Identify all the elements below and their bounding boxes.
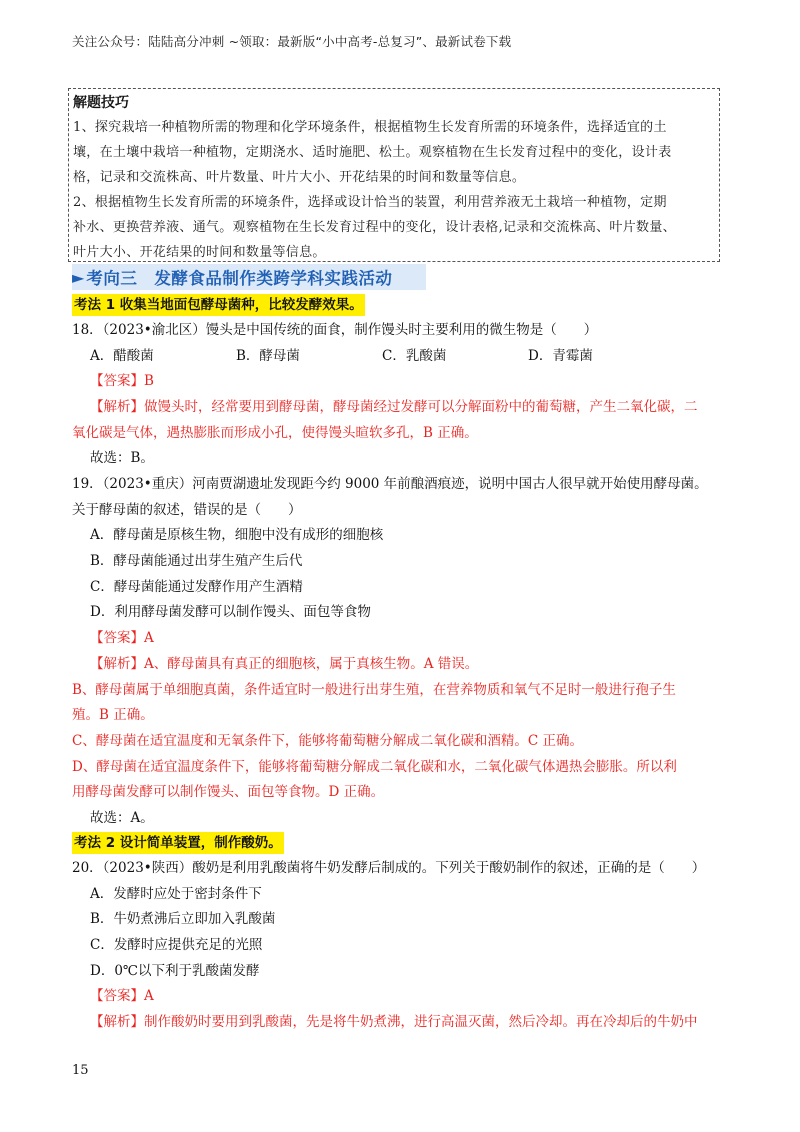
section-title: 考向三 发酵食品制作类跨学科实践活动	[86, 269, 393, 288]
option-c: C．酵母菌能通过发酵作用产生酒精	[90, 578, 303, 595]
option-d: D．青霉菌	[528, 347, 593, 364]
analysis-line: 【解析】做馒头时，经常要用到酵母菌，酵母菌经过发酵可以分解面粉中的葡萄糖，产生二氧化碳，二	[90, 399, 698, 416]
analysis-line: 【解析】制作酸奶时要用到乳酸菌，先是将牛奶煮沸，进行高温灭菌，然后冷却。再在冷却后的牛奶中	[90, 1014, 698, 1031]
question-stem: 19．（2023•重庆）河南贾湖遗址发现距今约 9000 年前酿酒痕迹，说明中国古人很早就开始使用酵母菌。	[72, 476, 708, 492]
question-19	[72, 472, 728, 832]
option-d: D．0℃以下利于乳酸菌发酵	[90, 962, 260, 979]
answer: 【答案】A	[90, 988, 154, 1005]
question-stem: 关于酵母菌的叙述，错误的是（ ）	[72, 501, 302, 518]
analysis-line: B、酵母菌属于单细胞真菌，条件适宜时一般进行出芽生殖，在营养物质和氧气不足时一般进行孢子生	[72, 681, 676, 698]
section-heading	[72, 264, 426, 290]
options-row	[72, 344, 728, 370]
option-a: A．醋酸菌	[90, 347, 154, 364]
option-b: B．酵母菌能通过出芽生殖产生后代	[90, 553, 303, 570]
question-stem: 20．（2023•陕西）酸奶是利用乳酸菌将牛奶发酵后制成的。下列关于酸奶制作的叙述，正确的是（ ）	[72, 860, 706, 876]
tips-line: 壤，在土壤中栽培一种植物，定期浇水、适时施肥、松土。观察植物在生长发育过程中的变化，设计表	[73, 145, 672, 160]
tips-line: 2、根据植物生长发育所需的环境条件，选择或设计恰当的装置，利用营养液无土栽培一种植物，定期	[73, 195, 667, 210]
tips-line: 补水、更换营养液、通气。观察植物在生长发育过程中的变化，设计表格,记录和交流株高、叶片数量、	[73, 220, 676, 235]
method-1-heading: 考法 1 收集当地面包酵母菌种，比较发酵效果。	[72, 294, 365, 316]
option-d: D．利用酵母菌发酵可以制作馒头、面包等食物	[90, 604, 371, 621]
conclusion: 故选：B。	[90, 450, 154, 467]
page-header: 关注公众号：陆陆高分冲刺 ~领取：最新版“小中高考-总复习”、最新试卷下载	[72, 34, 512, 49]
triangle-bullet-icon: ►	[72, 267, 85, 287]
tips-line: 格，记录和交流株高、叶片数量、叶片大小、开花结果的时间和数量等信息。	[73, 170, 526, 185]
analysis-line: 【解析】A、酵母菌具有真正的细胞核，属于真核生物。A 错误。	[90, 655, 479, 672]
method-2-heading: 考法 2 设计简单装置，制作酸奶。	[72, 832, 284, 854]
option-c: C．乳酸菌	[382, 347, 447, 364]
tips-paragraph-2	[73, 190, 715, 265]
question-18	[72, 318, 728, 472]
analysis-line: 殖。B 正确。	[72, 707, 154, 724]
tips-line: 叶片大小、开花结果的时间和数量等信息。	[73, 245, 326, 260]
page-number: 15	[72, 1063, 89, 1078]
analysis-line: 氧化碳是气体，遇热膨胀而形成小孔，使得馒头暄软多孔，B 正确。	[72, 424, 478, 441]
question-stem: 18．（2023•渝北区）馒头是中国传统的面食，制作馒头时主要利用的微生物是（ ）	[72, 322, 598, 338]
tips-line: 1、探究栽培一种植物所需的物理和化学环境条件，根据植物生长发育所需的环境条件，选择适宜的土	[73, 120, 667, 135]
tips-paragraph-1	[73, 115, 715, 190]
analysis-line: D、酵母菌在适宜温度条件下，能够将葡萄糖分解成二氧化碳和水，二氧化碳气体遇热会膨胀。所以利	[72, 758, 677, 775]
option-b: B．牛奶煮沸后立即加入乳酸菌	[90, 911, 276, 928]
answer: 【答案】B	[90, 373, 154, 390]
tips-box	[68, 88, 720, 262]
conclusion: 故选：A。	[90, 809, 154, 826]
option-b: B．酵母菌	[236, 347, 300, 364]
analysis-line: C、酵母菌在适宜温度和无氧条件下，能够将葡萄糖分解成二氧化碳和酒精。C 正确。	[72, 732, 583, 749]
option-a: A．酵母菌是原核生物，细胞中没有成形的细胞核	[90, 527, 384, 544]
question-20	[72, 856, 728, 1036]
option-a: A．发酵时应处于密封条件下	[90, 885, 262, 902]
tips-title: 解题技巧	[73, 95, 129, 111]
option-c: C．发酵时应提供充足的光照	[90, 937, 263, 954]
analysis-line: 用酵母菌发酵可以制作馒头、面包等食物。D 正确。	[72, 784, 385, 801]
answer: 【答案】A	[90, 630, 154, 647]
